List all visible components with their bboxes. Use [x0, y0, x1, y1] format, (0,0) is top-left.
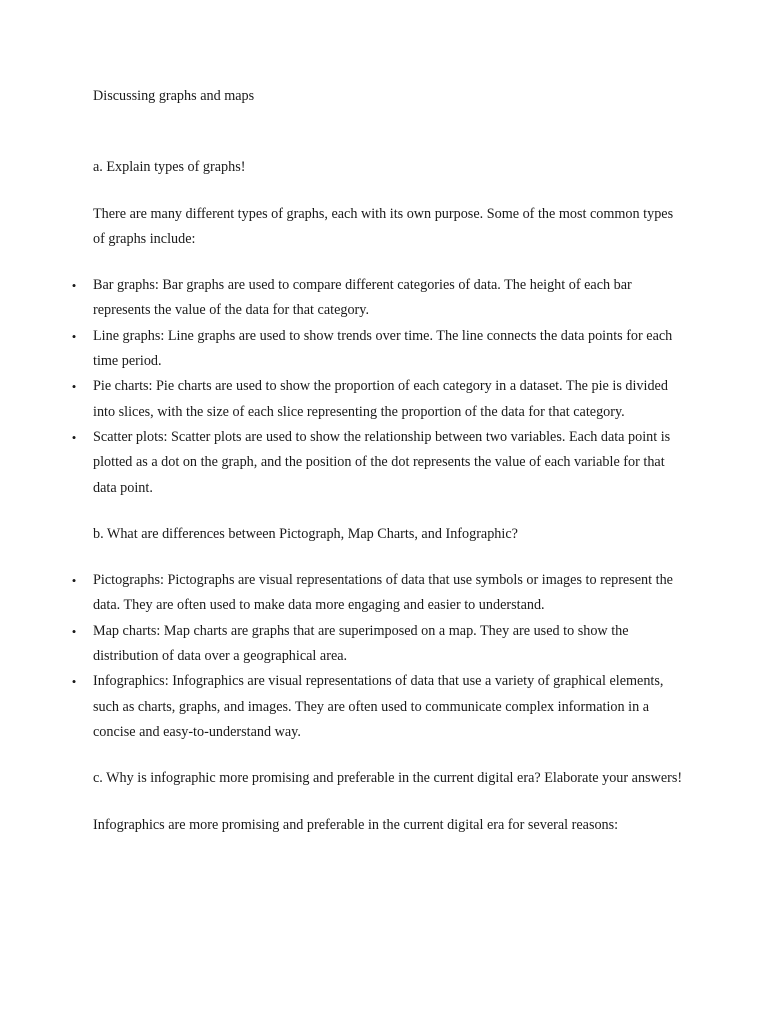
list-item	[71, 273, 683, 324]
visualization-differences-list	[71, 568, 683, 745]
list-item-text: Pictographs: Pictographs are visual representations of data that use symbols or images to represent the data. They are often used to make data more engaging and easier to understand.	[93, 572, 673, 614]
document-content	[71, 84, 683, 838]
list-item	[71, 669, 683, 745]
list-item-text: Infographics: Infographics are visual representations of data that use a variety of graphical elements, such as charts, graphs, and images. They are often used to communicate complex information in a concise and easy-to-understand way.	[93, 673, 664, 740]
list-item	[71, 619, 683, 670]
bullet-icon: •	[71, 623, 77, 639]
bullet-icon: •	[71, 674, 77, 690]
list-item	[71, 568, 683, 619]
list-item-text: Bar graphs: Bar graphs are used to compare different categories of data. The height of each bar represents the value of the data for that category.	[93, 277, 632, 319]
document-title: Discussing graphs and maps	[93, 88, 255, 104]
bullet-icon: •	[71, 429, 77, 445]
list-item-text: Pie charts: Pie charts are used to show the proportion of each category in a dataset. The pie is divided into slices, with the size of each slice representing the proportion of the data for that category.	[93, 378, 668, 420]
question-b: b. What are differences between Pictograph, Map Charts, and Infographic?	[93, 525, 518, 542]
bullet-icon: •	[71, 278, 77, 294]
section-a-intro: There are many different types of graphs, each with its own purpose. Some of the most common types of graphs include:	[93, 205, 674, 247]
list-item-text: Map charts: Map charts are graphs that are superimposed on a map. They are used to show the distribution of data over a geographical area.	[93, 622, 629, 665]
bullet-icon: •	[71, 573, 77, 589]
question-a: a. Explain types of graphs!	[93, 159, 246, 176]
list-item-text: Line graphs: Line graphs are used to show trends over time. The line connects the data points for each time period.	[93, 327, 673, 370]
graph-types-list	[71, 273, 683, 501]
list-item	[71, 374, 683, 425]
bullet-icon: •	[71, 328, 77, 344]
question-c: c. Why is infographic more promising and preferable in the current digital era? Elaborate your answers!	[93, 770, 683, 787]
list-item	[71, 425, 683, 501]
bullet-icon: •	[71, 379, 77, 395]
section-c-answer-intro: Infographics are more promising and preferable in the current digital era for several reasons:	[93, 816, 619, 833]
list-item	[71, 324, 683, 375]
list-item-text: Scatter plots: Scatter plots are used to show the relationship between two variables. Each data point is plotted as a dot on the graph, and the position of the dot represents the value of each variable for that data point.	[93, 428, 671, 496]
